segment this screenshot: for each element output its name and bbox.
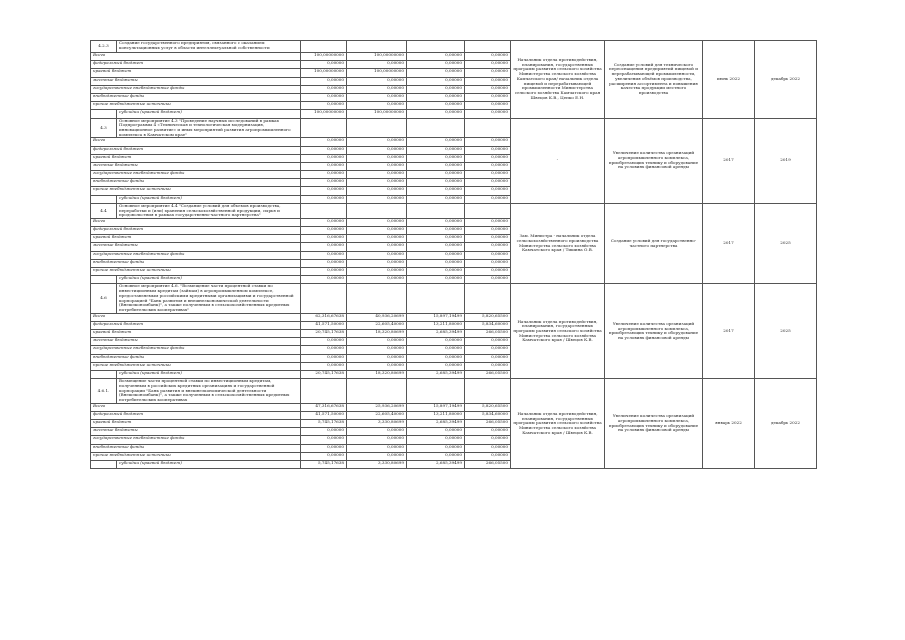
start-date-cell: 2017 bbox=[703, 203, 755, 284]
empty-cell bbox=[347, 379, 407, 404]
empty-cell bbox=[465, 203, 511, 218]
amount-cell: 0,00000 bbox=[301, 251, 347, 259]
amount-cell: 0,00000 bbox=[301, 85, 347, 93]
empty-cell bbox=[301, 284, 347, 313]
amount-cell: 5,745,17638 bbox=[301, 460, 347, 468]
amount-cell: 266,05500 bbox=[465, 460, 511, 468]
amount-cell: 0,00000 bbox=[301, 93, 347, 101]
row-label: краевой бюджет bbox=[91, 420, 301, 428]
amount-cell: 0,00000 bbox=[301, 171, 347, 179]
amount-cell: 25,936,20699 bbox=[347, 403, 407, 411]
empty-cell bbox=[347, 284, 407, 313]
amount-cell: 0,00000 bbox=[407, 235, 465, 243]
amount-cell: 5,820,65500 bbox=[465, 403, 511, 411]
amount-cell: 0,00000 bbox=[407, 69, 465, 77]
amount-cell: 0,00000 bbox=[407, 187, 465, 195]
empty-cell bbox=[347, 118, 407, 138]
block-number: 4.6.1. bbox=[91, 379, 117, 404]
amount-cell: 5,834,60000 bbox=[465, 321, 511, 329]
amount-cell: 22,605,40000 bbox=[347, 411, 407, 419]
amount-cell: 0,00000 bbox=[301, 354, 347, 362]
amount-cell: 18,320,80699 bbox=[347, 370, 407, 378]
empty-cell bbox=[465, 379, 511, 404]
amount-cell: 0,00000 bbox=[407, 146, 465, 154]
empty-cell bbox=[465, 41, 511, 53]
amount-cell: 0,00000 bbox=[301, 243, 347, 251]
amount-cell: 3,330,80699 bbox=[347, 420, 407, 428]
amount-cell: 0,00000 bbox=[347, 93, 407, 101]
amount-cell: 266,05500 bbox=[465, 420, 511, 428]
amount-cell: 0,00000 bbox=[347, 162, 407, 170]
result-cell: Создание условий для технического переоснащения предприятий пищевой и перерабатывающей промышленности, увеличения объёмов производства, расширения ассортимента и повышения качества продукции местного производства bbox=[605, 41, 703, 119]
row-label: краевой бюджет bbox=[91, 235, 301, 243]
amount-cell: 0,00000 bbox=[301, 276, 347, 284]
block-title-row bbox=[91, 284, 817, 313]
responsible-cell: Начальник отдела противодействия, планирования, государственных программ развития сельского хозяйства Министерства сельского хозяйства Камчатского края/ начальник отдела пищевой и перерабатывающей промышленности Министерства сельского хозяйства Камчатского края Швецов К.В., Цепко Е.Н. bbox=[511, 41, 605, 119]
financing-table bbox=[90, 40, 817, 469]
amount-cell: 0,00000 bbox=[465, 227, 511, 235]
amount-cell: 0,00000 bbox=[465, 187, 511, 195]
amount-cell: 0,00000 bbox=[407, 268, 465, 276]
amount-cell: 0,00000 bbox=[347, 436, 407, 444]
amount-cell: 0,00000 bbox=[301, 146, 347, 154]
result-cell: Увеличение количества организаций агропромышленного комплекса, приобретающих технику и оборудование на условиях финансовой аренды bbox=[605, 379, 703, 469]
amount-cell: 0,00000 bbox=[465, 77, 511, 85]
row-label: прочие внебюджетные источники bbox=[91, 268, 301, 276]
amount-cell: 0,00000 bbox=[347, 179, 407, 187]
amount-cell: 0,00000 bbox=[465, 251, 511, 259]
start-date-cell: январь 2022 bbox=[703, 379, 755, 469]
empty-cell bbox=[301, 41, 347, 53]
empty-cell bbox=[407, 118, 465, 138]
amount-cell: 22,605,40000 bbox=[347, 321, 407, 329]
amount-cell: 266,05500 bbox=[465, 330, 511, 338]
amount-cell: 0,00000 bbox=[465, 93, 511, 101]
amount-cell: 0,00000 bbox=[407, 93, 465, 101]
responsible-cell: Зам. Министра - начальник отдела сельскохозяйственного производства Министерства сельского хозяйства Камчатского края / Тишина О.В. bbox=[511, 203, 605, 284]
amount-cell: 0,00000 bbox=[465, 346, 511, 354]
amount-cell: 0,00000 bbox=[347, 218, 407, 226]
amount-cell: 0,00000 bbox=[301, 268, 347, 276]
row-label: прочие внебюджетные источники bbox=[91, 362, 301, 370]
row-label: государственные внебюджетные фонды bbox=[91, 85, 301, 93]
row-label: Всего bbox=[91, 403, 301, 411]
row-label: прочие внебюджетные источники bbox=[91, 187, 301, 195]
amount-cell: 100,00000000 bbox=[301, 110, 347, 118]
result-cell: Создание условий для государственно-частного партнерства bbox=[605, 203, 703, 284]
block-title-row bbox=[91, 203, 817, 218]
amount-cell: 0,00000 bbox=[407, 53, 465, 61]
amount-cell: 0,00000 bbox=[407, 110, 465, 118]
empty-cell bbox=[301, 203, 347, 218]
amount-cell: 0,00000 bbox=[465, 69, 511, 77]
row-label: Всего bbox=[91, 313, 301, 321]
end-date-cell: 2025 bbox=[755, 203, 817, 284]
empty-cell bbox=[91, 460, 117, 468]
end-date-cell: декабрь 2022 bbox=[755, 379, 817, 469]
amount-cell: 0,00000 bbox=[407, 227, 465, 235]
amount-cell: 0,00000 bbox=[407, 218, 465, 226]
end-date-cell: декабрь 2022 bbox=[755, 41, 817, 119]
amount-cell: 100,00000000 bbox=[301, 53, 347, 61]
amount-cell: 0,00000 bbox=[407, 77, 465, 85]
amount-cell: 100,00000000 bbox=[347, 110, 407, 118]
amount-cell: 0,00000 bbox=[465, 218, 511, 226]
amount-cell: 0,00000 bbox=[407, 452, 465, 460]
empty-cell bbox=[407, 284, 465, 313]
amount-cell: 0,00000 bbox=[301, 452, 347, 460]
amount-cell: 0,00000 bbox=[465, 444, 511, 452]
amount-cell: 0,00000 bbox=[347, 243, 407, 251]
row-label: местные бюджеты bbox=[91, 243, 301, 251]
amount-cell: 0,00000 bbox=[465, 452, 511, 460]
row-label: Всего bbox=[91, 218, 301, 226]
amount-cell: 0,00000 bbox=[347, 138, 407, 146]
block-title-row bbox=[91, 118, 817, 138]
row-label: местные бюджеты bbox=[91, 77, 301, 85]
amount-cell: 0,00000 bbox=[301, 235, 347, 243]
amount-cell: 0,00000 bbox=[347, 362, 407, 370]
amount-cell: 0,00000 bbox=[407, 362, 465, 370]
amount-cell: 0,00000 bbox=[407, 259, 465, 267]
amount-cell: 0,00000 bbox=[465, 179, 511, 187]
amount-cell: 0,00000 bbox=[347, 61, 407, 69]
amount-cell: 0,00000 bbox=[465, 110, 511, 118]
amount-cell: 0,00000 bbox=[301, 102, 347, 110]
block-number: 4.4 bbox=[91, 203, 117, 218]
empty-cell bbox=[91, 370, 117, 378]
row-label: субсидии (краевой бюджет) bbox=[117, 195, 301, 203]
amount-cell: 41,571,50000 bbox=[301, 411, 347, 419]
row-label: местные бюджеты bbox=[91, 338, 301, 346]
row-label: федеральный бюджет bbox=[91, 227, 301, 235]
amount-cell: 0,00000 bbox=[465, 436, 511, 444]
row-label: государственные внебюджетные фонды bbox=[91, 346, 301, 354]
amount-cell: 0,00000 bbox=[407, 251, 465, 259]
amount-cell: 0,00000 bbox=[301, 428, 347, 436]
amount-cell: 0,00000 bbox=[465, 195, 511, 203]
amount-cell: 13,211,80000 bbox=[407, 411, 465, 419]
amount-cell: 20,745,17638 bbox=[301, 370, 347, 378]
amount-cell: 0,00000 bbox=[465, 259, 511, 267]
result-cell: Увеличение количества организаций агропромышленного комплекса, приобретающих технику и оборудование на условиях финансовой аренды bbox=[605, 118, 703, 203]
block-title: Создание государственного предприятия, связанного с оказанием консультационных услуг в области интеллектуальной собственности bbox=[117, 41, 301, 53]
row-label: Всего bbox=[91, 138, 301, 146]
amount-cell: 0,00000 bbox=[465, 146, 511, 154]
amount-cell: 0,00000 bbox=[407, 179, 465, 187]
amount-cell: 0,00000 bbox=[301, 218, 347, 226]
row-label: внебюджетные фонды bbox=[91, 179, 301, 187]
row-label: государственные внебюджетные фонды bbox=[91, 251, 301, 259]
row-label: субсидии (краевой бюджет) bbox=[117, 370, 301, 378]
amount-cell: 266,05500 bbox=[465, 370, 511, 378]
row-label: государственные внебюджетные фонды bbox=[91, 171, 301, 179]
amount-cell: 0,00000 bbox=[347, 338, 407, 346]
amount-cell: 2,685,39499 bbox=[407, 420, 465, 428]
amount-cell: 13,211,80000 bbox=[407, 321, 465, 329]
row-label: краевой бюджет bbox=[91, 69, 301, 77]
amount-cell: 0,00000 bbox=[347, 187, 407, 195]
amount-cell: 0,00000 bbox=[465, 268, 511, 276]
amount-cell: 3,330,80699 bbox=[347, 460, 407, 468]
empty-cell bbox=[347, 41, 407, 53]
row-label: федеральный бюджет bbox=[91, 411, 301, 419]
amount-cell: 0,00000 bbox=[407, 195, 465, 203]
amount-cell: 0,00000 bbox=[347, 146, 407, 154]
amount-cell: 0,00000 bbox=[301, 338, 347, 346]
row-label: прочие внебюджетные источники bbox=[91, 452, 301, 460]
amount-cell: 0,00000 bbox=[465, 428, 511, 436]
amount-cell: 62,316,67638 bbox=[301, 313, 347, 321]
amount-cell: 0,00000 bbox=[407, 354, 465, 362]
empty-cell bbox=[301, 379, 347, 404]
amount-cell: 0,00000 bbox=[301, 187, 347, 195]
block-title: Возмещение части процентной ставки по инвестиционным кредитам, полученным в российских кредитных организациях и государственной корпорации "Банк развития и внешнеэкономической деятельности (Внешэкономбанк)", а также полученным в сельскохозяйственных кредитных потребительских кооперативах bbox=[117, 379, 301, 404]
block-title: Основное мероприятие 4.3 "Проведение научных исследований в рамках Подпрограммы 4 «Техническая и технологическая модернизация, инновационное развитие» и иных мероприятий развития агропромышленного комплекса в Камчатском крае" bbox=[117, 118, 301, 138]
amount-cell: 0,00000 bbox=[301, 61, 347, 69]
block-number: 4.2.3 bbox=[91, 41, 117, 53]
amount-cell: 100,00000000 bbox=[301, 69, 347, 77]
responsible-cell: Начальник отдела противодействия, планирования, государственных программ развития сельского хозяйства Министерства сельского хозяйства Камчатского края / Швецов К.В. bbox=[511, 284, 605, 379]
amount-cell: 0,00000 bbox=[465, 85, 511, 93]
end-date-cell: 2025 bbox=[755, 284, 817, 379]
empty-cell bbox=[347, 203, 407, 218]
amount-cell: 15,897,19499 bbox=[407, 403, 465, 411]
amount-cell: 0,00000 bbox=[407, 162, 465, 170]
end-date-cell: 2019 bbox=[755, 118, 817, 203]
result-cell: Увеличение количества организаций агропромышленного комплекса, приобретающих технику и оборудование на условиях финансовой аренды bbox=[605, 284, 703, 379]
amount-cell: 5,834,60000 bbox=[465, 411, 511, 419]
amount-cell: 0,00000 bbox=[465, 243, 511, 251]
block-title: Основное мероприятие 4.6. "Возмещение части процентной ставки по инвестиционным кредитам (займам) в агропромышленном комплексе, предоставляемым российскими кредитными организациями и государственной корпорацией "Банк развития и внешнеэкономической деятельности (Внешэкономбанк)", а также полученным в сельскохозяйственных кредитных потребительских кооперативах" bbox=[117, 284, 301, 313]
amount-cell: 0,00000 bbox=[407, 436, 465, 444]
amount-cell: 40,936,20699 bbox=[347, 313, 407, 321]
empty-cell bbox=[407, 41, 465, 53]
amount-cell: 0,00000 bbox=[301, 154, 347, 162]
block-title-row bbox=[91, 379, 817, 404]
amount-cell: 0,00000 bbox=[465, 338, 511, 346]
amount-cell: 0,00000 bbox=[347, 77, 407, 85]
row-label: государственные внебюджетные фонды bbox=[91, 436, 301, 444]
amount-cell: 100,00000000 bbox=[347, 53, 407, 61]
amount-cell: 0,00000 bbox=[407, 154, 465, 162]
amount-cell: 15,897,19499 bbox=[407, 313, 465, 321]
amount-cell: 0,00000 bbox=[347, 251, 407, 259]
amount-cell: 0,00000 bbox=[407, 61, 465, 69]
amount-cell: 0,00000 bbox=[465, 61, 511, 69]
amount-cell: 0,00000 bbox=[407, 102, 465, 110]
amount-cell: 0,00000 bbox=[347, 227, 407, 235]
empty-cell bbox=[407, 379, 465, 404]
block-title-row bbox=[91, 41, 817, 53]
amount-cell: 0,00000 bbox=[465, 154, 511, 162]
responsible-cell: - bbox=[511, 118, 605, 203]
row-label: федеральный бюджет bbox=[91, 61, 301, 69]
block-number: 4.6 bbox=[91, 284, 117, 313]
amount-cell: 0,00000 bbox=[301, 227, 347, 235]
amount-cell: 0,00000 bbox=[407, 276, 465, 284]
amount-cell: 0,00000 bbox=[407, 138, 465, 146]
empty-cell bbox=[91, 195, 117, 203]
amount-cell: 20,745,17638 bbox=[301, 330, 347, 338]
amount-cell: 0,00000 bbox=[347, 171, 407, 179]
amount-cell: 0,00000 bbox=[347, 259, 407, 267]
empty-cell bbox=[465, 118, 511, 138]
row-label: субсидии (краевой бюджет) bbox=[117, 276, 301, 284]
amount-cell: 0,00000 bbox=[407, 444, 465, 452]
amount-cell: 0,00000 bbox=[347, 268, 407, 276]
block-title: Основное мероприятие 4.4 "Создание условий для объемов производства, переработки и (или) хранения сельскохозяйственной продукции, сырья и продовольствия в рамках государственно-частного партнерства" bbox=[117, 203, 301, 218]
amount-cell: 0,00000 bbox=[407, 85, 465, 93]
amount-cell: 0,00000 bbox=[407, 346, 465, 354]
amount-cell: 0,00000 bbox=[301, 195, 347, 203]
row-label: местные бюджеты bbox=[91, 162, 301, 170]
amount-cell: 0,00000 bbox=[347, 452, 407, 460]
amount-cell: 0,00000 bbox=[301, 138, 347, 146]
row-label: Всего bbox=[91, 53, 301, 61]
amount-cell: 0,00000 bbox=[465, 53, 511, 61]
responsible-cell: Начальник отдела противодействия, планирования, государственных программ развития сельского хозяйства Министерства сельского хозяйства Камчатского края / Швецов К.В. bbox=[511, 379, 605, 469]
row-label: краевой бюджет bbox=[91, 154, 301, 162]
amount-cell: 0,00000 bbox=[301, 444, 347, 452]
amount-cell: 0,00000 bbox=[465, 276, 511, 284]
start-date-cell: июнь 2022 bbox=[703, 41, 755, 119]
row-label: прочие внебюджетные источники bbox=[91, 102, 301, 110]
row-label: местные бюджеты bbox=[91, 428, 301, 436]
amount-cell: 100,00000000 bbox=[347, 69, 407, 77]
amount-cell: 0,00000 bbox=[301, 179, 347, 187]
row-label: федеральный бюджет bbox=[91, 146, 301, 154]
empty-cell bbox=[465, 284, 511, 313]
empty-cell bbox=[91, 276, 117, 284]
block-number: 4.3 bbox=[91, 118, 117, 138]
amount-cell: 0,00000 bbox=[407, 171, 465, 179]
amount-cell: 0,00000 bbox=[347, 346, 407, 354]
amount-cell: 2,685,39499 bbox=[407, 330, 465, 338]
amount-cell: 0,00000 bbox=[407, 338, 465, 346]
amount-cell: 5,820,65500 bbox=[465, 313, 511, 321]
row-label: внебюджетные фонды bbox=[91, 93, 301, 101]
amount-cell: 0,00000 bbox=[465, 102, 511, 110]
amount-cell: 0,00000 bbox=[301, 259, 347, 267]
amount-cell: 0,00000 bbox=[465, 235, 511, 243]
amount-cell: 5,745,17638 bbox=[301, 420, 347, 428]
amount-cell: 0,00000 bbox=[465, 362, 511, 370]
amount-cell: 0,00000 bbox=[465, 138, 511, 146]
row-label: внебюджетные фонды bbox=[91, 444, 301, 452]
amount-cell: 0,00000 bbox=[347, 195, 407, 203]
amount-cell: 0,00000 bbox=[347, 444, 407, 452]
amount-cell: 0,00000 bbox=[347, 235, 407, 243]
amount-cell: 0,00000 bbox=[301, 362, 347, 370]
amount-cell: 0,00000 bbox=[407, 243, 465, 251]
amount-cell: 0,00000 bbox=[347, 276, 407, 284]
amount-cell: 2,685,39499 bbox=[407, 370, 465, 378]
amount-cell: 0,00000 bbox=[301, 436, 347, 444]
row-label: внебюджетные фонды bbox=[91, 259, 301, 267]
amount-cell: 0,00000 bbox=[301, 162, 347, 170]
amount-cell: 0,00000 bbox=[465, 162, 511, 170]
empty-cell bbox=[91, 110, 117, 118]
row-label: субсидии (краевой бюджет) bbox=[117, 460, 301, 468]
amount-cell: 0,00000 bbox=[347, 102, 407, 110]
row-label: внебюджетные фонды bbox=[91, 354, 301, 362]
amount-cell: 0,00000 bbox=[465, 354, 511, 362]
row-label: федеральный бюджет bbox=[91, 321, 301, 329]
empty-cell bbox=[407, 203, 465, 218]
amount-cell: 0,00000 bbox=[347, 354, 407, 362]
amount-cell: 41,571,50000 bbox=[301, 321, 347, 329]
amount-cell: 2,685,39499 bbox=[407, 460, 465, 468]
amount-cell: 0,00000 bbox=[347, 85, 407, 93]
row-label: краевой бюджет bbox=[91, 330, 301, 338]
amount-cell: 0,00000 bbox=[347, 154, 407, 162]
amount-cell: 47,316,67638 bbox=[301, 403, 347, 411]
empty-cell bbox=[301, 118, 347, 138]
amount-cell: 0,00000 bbox=[301, 346, 347, 354]
amount-cell: 0,00000 bbox=[347, 428, 407, 436]
row-label: субсидии (краевой бюджет) bbox=[117, 110, 301, 118]
start-date-cell: 2017 bbox=[703, 284, 755, 379]
amount-cell: 0,00000 bbox=[465, 171, 511, 179]
amount-cell: 0,00000 bbox=[301, 77, 347, 85]
start-date-cell: 2017 bbox=[703, 118, 755, 203]
amount-cell: 0,00000 bbox=[407, 428, 465, 436]
amount-cell: 18,320,80699 bbox=[347, 330, 407, 338]
